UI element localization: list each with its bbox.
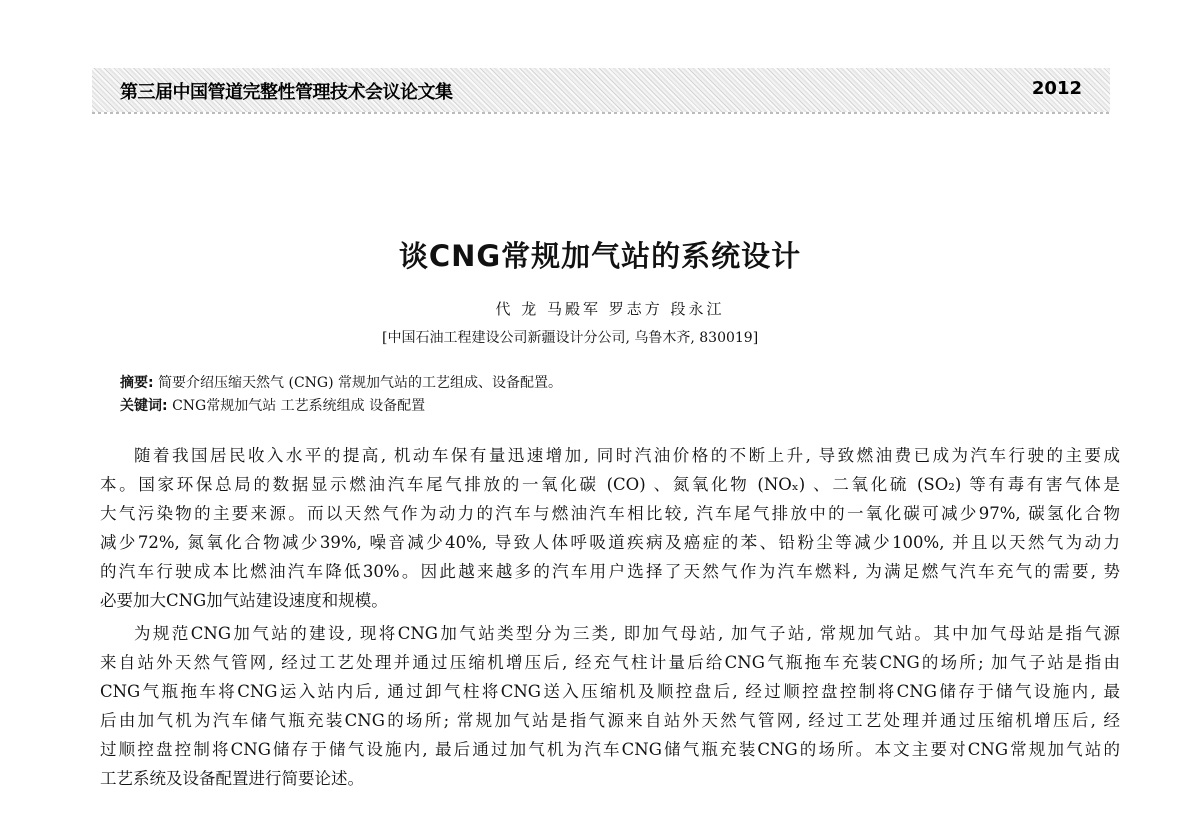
text-line: 工艺系统及设备配置进行简要论述。 [100,769,364,788]
abstract-text: 简要介绍压缩天然气 (CNG) 常规加气站的工艺组成、设备配置。 [158,375,563,391]
affiliation: [中国石油工程建设公司新疆设计分公司, 乌鲁木齐, 830019] [382,330,759,346]
text-line: 随着我国居民收入水平的提高, 机动车保有量迅速增加, 同时汽油价格的不断上升, 导致燃油费已成为汽车行驶的主要成 [134,446,1120,465]
paragraph-1 [100,441,1120,615]
abstract [120,372,562,392]
paragraph-2 [100,619,1120,793]
text-line: 过顺控盘控制将CNG储存于储气设施内, 最后通过加气机为汽车CNG储气瓶充装CNG的场所。本文主要对CNG常规加气站的 [100,740,1120,759]
conference-title: 第三届中国管道完整性管理技术会议论文集 [120,82,453,103]
text-line: 后由加气机为汽车储气瓶充装CNG的场所; 常规加气站是指气源来自站外天然气管网, 经过工艺处理并通过压缩机增压后, 经 [100,711,1120,730]
keywords-text: CNG常规加气站 工艺系统组成 设备配置 [172,398,426,414]
text-line: 减少72%, 氮氧化合物减少39%, 噪音减少40%, 导致人体呼吸道疾病及癌症的苯、铅粉尘等减少100%, 并且以天然气为动力 [100,533,1120,552]
header-rule [92,112,1110,114]
header-year: 2012 [1031,78,1082,99]
text-line: 的汽车行驶成本比燃油汽车降低30%。因此越来越多的汽车用户选择了天然气作为汽车燃料, 为满足燃气汽车充气的需要, 势 [100,562,1120,581]
text-line: 大气污染物的主要来源。而以天然气作为动力的汽车与燃油汽车相比较, 汽车尾气排放中的一氧化碳可减少97%, 碳氢化合物 [100,504,1120,523]
authors: 代 龙 马殿军 罗志方 段永江 [495,300,725,318]
keywords [120,395,425,415]
abstract-label: 摘要: [120,375,154,391]
text-line: 必要加大CNG加气站建设速度和规模。 [100,591,388,610]
paper-title: 谈CNG常规加气站的系统设计 [398,239,802,273]
keywords-label: 关键词: [120,398,168,414]
text-line: 为规范CNG加气站的建设, 现将CNG加气站类型分为三类, 即加气母站, 加气子站, 常规加气站。其中加气母站是指气源 [134,624,1120,643]
text-line: CNG气瓶拖车将CNG运入站内后, 通过卸气柱将CNG送入压缩机及顺控盘后, 经过顺控盘控制将CNG储存于储气设施内, 最 [100,682,1120,701]
text-line: 本。国家环保总局的数据显示燃油汽车尾气排放的一氧化碳 (CO) 、氮氧化物 (NOₓ) 、二氧化硫 (SO₂) 等有毒有害气体是 [100,475,1120,494]
text-line: 来自站外天然气管网, 经过工艺处理并通过压缩机增压后, 经充气柱计量后给CNG气瓶拖车充装CNG的场所; 加气子站是指由 [100,653,1120,672]
